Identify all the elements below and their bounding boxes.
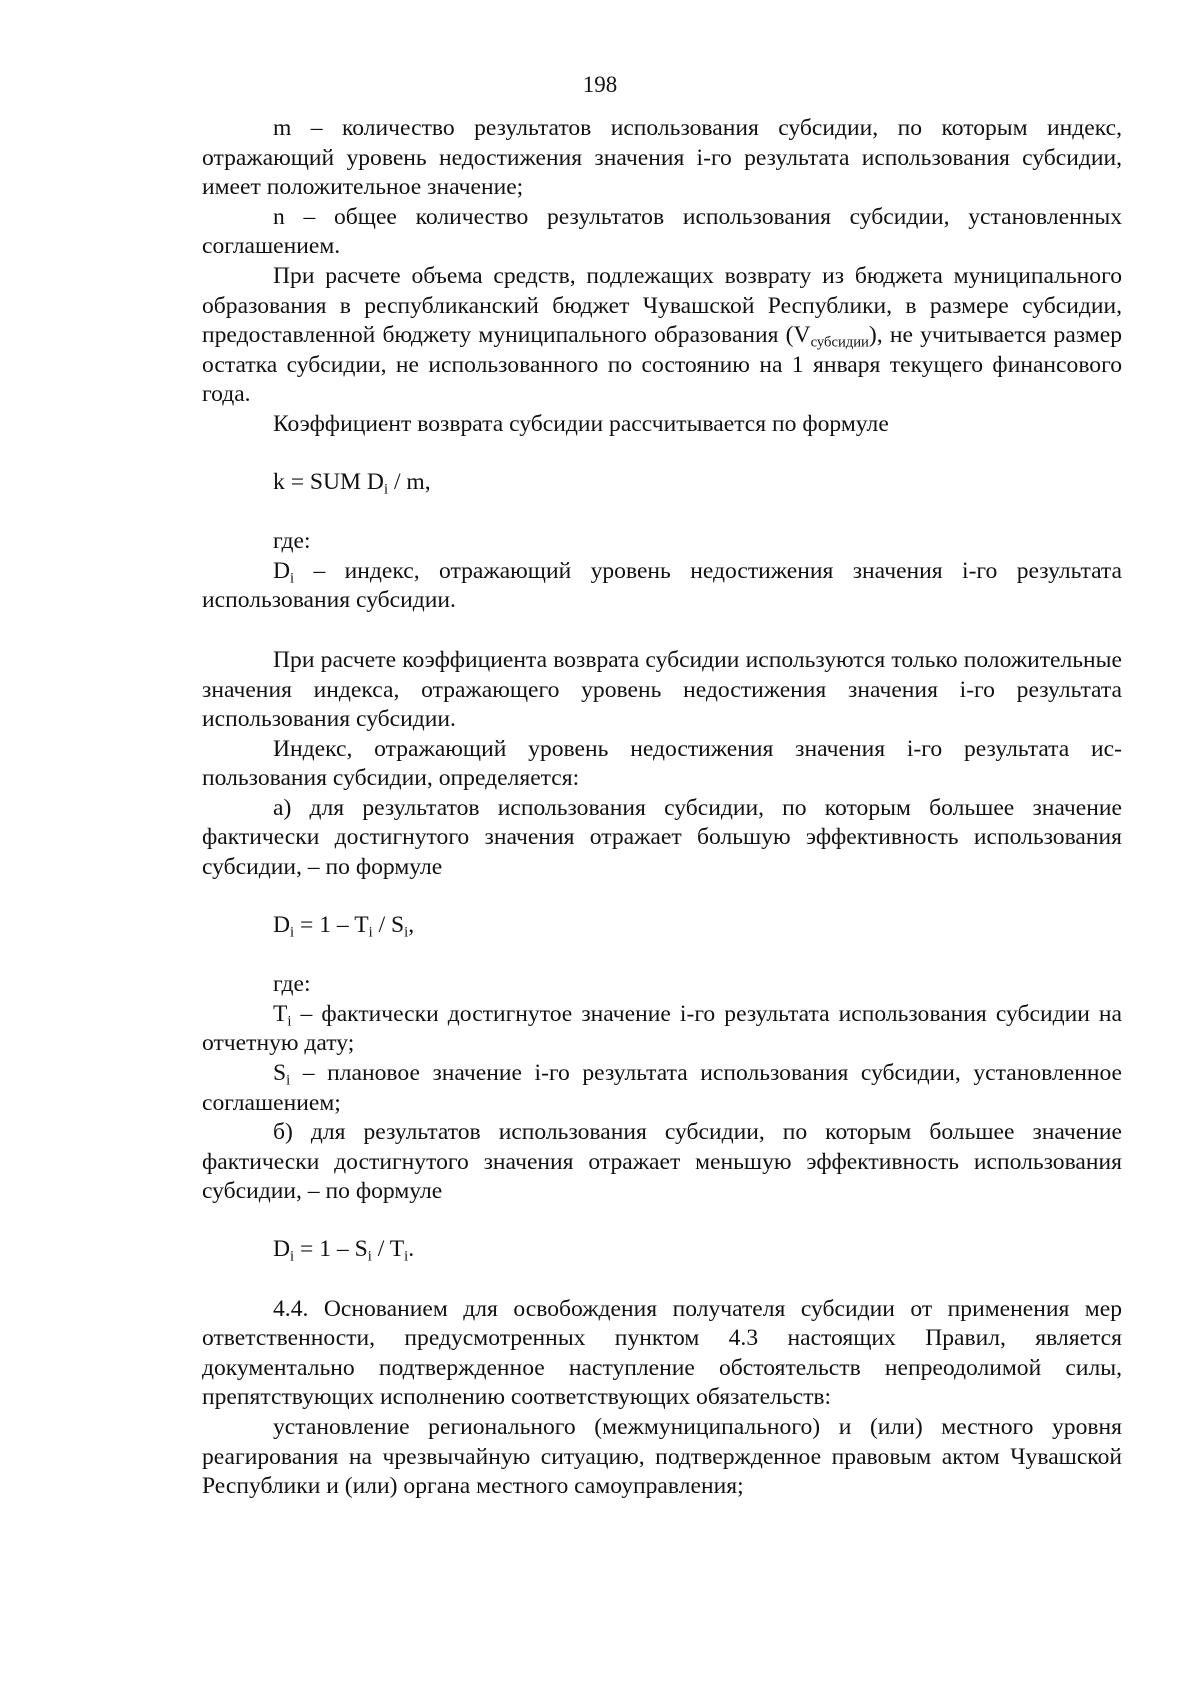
formula-k: k = SUM $D_i$ / m, <box>273 468 431 497</box>
paragraph-m-definition: m – количество результатов использования субсидии, по которым индекс, отражающий уровень недостижения значения i-го результата использования субсидии, имеет положительное значение; <box>202 115 1122 201</box>
paragraph-ti-definition: $T_i$ – фактически достигнутое значение i-го результата использования субсидии на отчетную дату; <box>202 1000 1122 1057</box>
page-number: 198 <box>582 72 618 97</box>
paragraph-positive-values: При расчете коэффициента возврата субсидии используются только положительные значения индекса, отражающего уровень недостижения значения i-го результата использования субсидии. <box>202 646 1122 733</box>
document-body <box>202 114 1122 1502</box>
paragraph-index-determined: Индекс, отражающий уровень недостижения значения i-го результата использования субсидии, определяется: <box>202 735 1122 792</box>
where-label: где: <box>273 528 311 555</box>
paragraph-si-definition: $S_i$ – плановое значение i-го результата использования субсидии, установленное соглашением; <box>202 1060 1122 1116</box>
formula-di-b: $D_i = 1 - S_i / T_i$. <box>273 1236 415 1265</box>
paragraph-coefficient-intro: Коэффициент возврата субсидии рассчитывается по формуле <box>273 410 889 437</box>
paragraph-emergency-level: установление регионального (межмуниципального) и (или) местного уровня реагирования на чрезвычайную ситуацию, подтвержденное правовым актом Чувашской Республики и (или) органа местного самоуправления; <box>202 1413 1122 1500</box>
where-label: где: <box>273 971 311 998</box>
paragraph-di-definition: $D_i$ – индекс, отражающий уровень недостижения значения i-го результата использования субсидии. <box>202 557 1122 614</box>
paragraph-n-definition: n – общее количество результатов использования субсидии, установленных соглашением. <box>202 203 1122 260</box>
paragraph-case-a: а) для результатов использования субсидии, по которым большее значение фактически достигнутого значения отражает большую эффективность использования субсидии, – по формуле <box>202 794 1122 881</box>
paragraph-case-b: б) для результатов использования субсидии, по которым большее значение фактически достигнутого значения отражает меньшую эффективность использования субсидии, – по формуле <box>202 1119 1122 1205</box>
formula-di-a: $D_i = 1 - T_i / S_i$, <box>273 911 415 941</box>
paragraph-refund-volume: При расчете объема средств, подлежащих возврату из бюджета муниципального образования в республиканский бюджет Чувашской Республики, в размере субсидии, предоставленной бюджету муниципального образования $(V_{субсидии})$, не учитывается размер остатка субсидии, не использованного по состоянию на 1 января текущего финансового года. <box>202 262 1122 408</box>
paragraph-section-4-4: 4.4. Основанием для освобождения получателя субсидии от применения мер ответственности, предусмотренных пунктом 4.3 настоящих Правил, является документально подтвержденное наступление обстоятельств непреодолимой силы, препятствующих исполнению соответствующих обязательств: <box>202 1295 1122 1411</box>
